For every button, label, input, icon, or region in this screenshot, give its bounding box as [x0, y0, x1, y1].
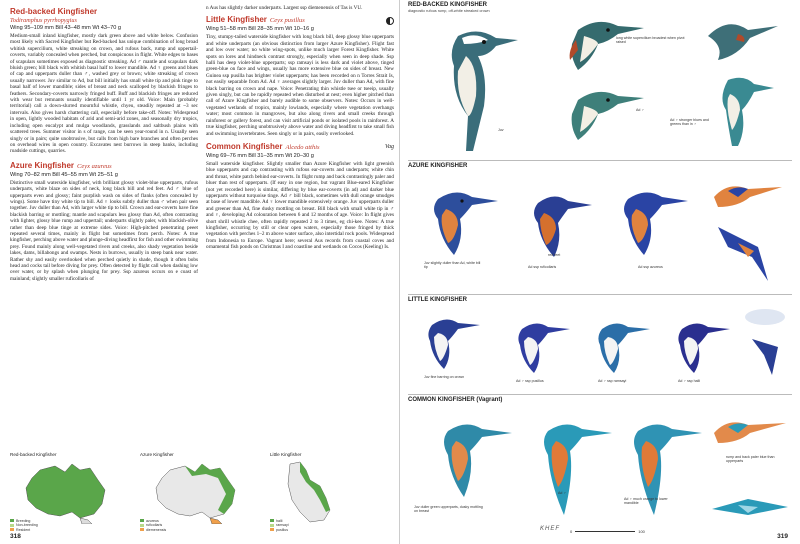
map-little: [270, 452, 390, 532]
map-title: Red-backed Kingfisher: [10, 452, 57, 457]
species-text-azure: Distinctive small waterside kingfisher, with brilliant glossy violet-blue upperparts, rufous underparts, white blaze on sides of neck, long black bill and red feet. Ad ♂ blue of upperparts even and glossy; faint purplish wash on sides of flanks (often concealed by wings). Some have tiny white tip to bill. Ad ♀ looks subtly duller than ♂ when pair seen together. Juv duller than Ad, with larger white tip to bill. Crown and ear-coverts have fine blackish barring or mottling; mantle and scapulars less glossy than Ad, often contrasting with lighter, glossy blue rump and uppertail; underparts slightly paler, with blackish-olive rather than deep blue tinge at extreme sides. Voice: High-pitched penetrating peeet repeated several times, mainly in flight but sometimes from perch. Notes: A true kingfisher, perching above water and plunge-diving headfirst for fish and other swimming prey. Found mainly along well-vegetated rivers and creeks, also shady vegetation beside lakes, dams, billabongs and swamps. Nests in burrows, usually in steep bank near water. Rather shy and easily overlooked when perched quietly in shade, though it often bobs head and cocks tail before diving for prey. Often detected by flight call when dashing low over water, or by splash when plunging for prey. Ssp azureus occurs on e coast of mainland; slightly smaller ruficollaris of: [10, 179, 198, 282]
text-column-left: [10, 4, 198, 449]
common-dive-bird-icon: [708, 479, 792, 539]
measurements-azure: Wing 70–82 mm Bill 45–55 mm Wt 25–51 g: [10, 171, 118, 178]
species-sci-little: Ceyx pusillus: [269, 17, 305, 25]
species-text-common: Small waterside kingfisher. Slightly smaller than Azure Kingfisher with light greenish blue upperparts and cap contrasting with rufous ear-coverts and underparts; white chin and throat, white patch behind ear-coverts. In flight rump and back contrastingly paler and bluer than rest of upperparts. (If easy in one region, but vagrant Blue-eared Kingfisher (not yet recorded here) is similar, differing by blue ear-coverts (in ad) and darker blue upperparts without turquoise tinge. Ad ♂ bill black, sometimes with dull orange smudges at base of lower mandible. Ad ♀ lower mandible extensively orange. Juv upperparts duller and greener than Ad, fine dusky mottling on breast. Bill black with small white tip in ♂ and ♀, developing Ad colouration between 6 and 12 months of age. Voice: In flight gives short shrill whistle chee, often rapidly repeated 2 to 3 times, eg chi-kee. Notes: A true kingfisher, occurring by still or clear open waters, especially those fringed by thick vegetation with perches 1–2 m above water surface, also intertidal rock pools. Widespread from Indonesia to Europe. Vagrant here; several Aus records from coastal coves and ornamental fish ponds on Christmas I and coastline and wetlands on Cocos (Keeling) Is.: [206, 160, 394, 251]
plate-subtitle: diagnostic rufous rump, off-white streaked crown: [408, 9, 490, 13]
scale-bar: [570, 529, 645, 534]
azure-azureus-bird-icon: [608, 179, 698, 259]
common-juv-bird-icon: [428, 411, 518, 501]
plate-title: COMMON KINGFISHER (Vagrant): [408, 397, 503, 403]
plate-title: RED-BACKED KINGFISHER: [408, 2, 488, 8]
plate-red-backed: [408, 0, 792, 156]
page-number-left: 318: [10, 533, 21, 540]
red-backed-perched-bird-icon: [698, 70, 788, 150]
azure-juv-bird-icon: [418, 179, 508, 259]
red-backed-juv-bird-icon: [418, 16, 528, 156]
caption-juv: Juv slightly duller than Ad, white bill tip: [424, 261, 481, 270]
measurements-red-backed: Wing 95–109 mm Bill 43–48 mm Wt 43–70 g: [10, 25, 121, 31]
map-legend: azureus ruficollaris diemenensis: [140, 519, 166, 532]
status-icon: [386, 17, 394, 25]
caption-rump: rump and back paler blue than upperparts: [726, 455, 775, 464]
plate-title: LITTLE KINGFISHER: [408, 297, 467, 303]
little-pusillus-bird-icon: [508, 313, 578, 377]
text-column-right: [206, 4, 394, 449]
species-title-azure-wrap: [10, 161, 198, 172]
scale-start: 0: [570, 529, 573, 534]
queensland-map-icon: [270, 460, 380, 524]
map-legend: Breeding Non-breeding Resident: [10, 519, 38, 532]
caption-pusillus: Ad ♂ ssp pusillus: [516, 379, 544, 383]
species-title-common-wrap: [206, 142, 320, 153]
plate-title: AZURE KINGFISHER: [408, 163, 468, 169]
map-title: Little Kingfisher: [270, 452, 302, 457]
little-flight-bird-icon: [738, 303, 792, 379]
australia-map-icon: [10, 460, 120, 524]
azure-flight-bird-icon: [708, 167, 788, 217]
little-juv-bird-icon: [418, 309, 488, 373]
common-male-bird-icon: [528, 411, 618, 521]
common-flight-bird-icon: [708, 403, 792, 453]
caption-juv: Juv: [498, 128, 504, 132]
little-halli-bird-icon: [668, 313, 738, 377]
caption-ruficollaris: Ad ssp ruficollaris: [528, 265, 557, 269]
caption-ad-female: Ad ♀ much orange to lower mandible: [624, 497, 668, 506]
little-title-row: [206, 15, 394, 26]
status-badge-vagrant: Vag: [385, 144, 394, 151]
plate-little: [408, 294, 792, 390]
species-title-azure: Azure Kingfisher: [10, 160, 75, 170]
map-legend: halli ramsayi pusillus: [270, 519, 289, 532]
artist-initials: KHEF: [540, 526, 561, 532]
caption-ramsayi: Ad ♂ ssp ramsayi: [598, 379, 627, 383]
measurements-little: Wing 51–58 mm Bill 28–35 mm Wt 10–16 g: [206, 26, 314, 33]
common-title-row: [206, 142, 394, 153]
caption-juv: Juv duller green upperparts, dusky mottling on breast: [414, 505, 483, 514]
caption-red-feet: red feet: [548, 253, 561, 257]
red-backed-flight-bird-icon: [698, 6, 788, 66]
species-title-little-wrap: [206, 15, 305, 26]
red-backed-female-bird-icon: [558, 80, 668, 150]
right-page-plates: [400, 0, 800, 544]
distribution-maps: [10, 452, 395, 532]
map-title: Azure Kingfisher: [140, 452, 174, 457]
plate-common: [408, 394, 792, 544]
caption-supercilium: long white supercilium broadest when pivot raised: [616, 36, 685, 45]
measurements-common: Wing 69–76 mm Bill 31–35 mm Wt 20–30 g: [206, 152, 314, 159]
page-number-right: 319: [777, 533, 788, 540]
caption-halli: Ad ♂ ssp halli: [678, 379, 701, 383]
species-title-little: Little Kingfisher: [206, 15, 267, 25]
species-sci-azure: Ceyx azureus: [77, 162, 112, 170]
red-backed-male-bird-icon: [558, 10, 668, 80]
australia-map-icon: [140, 460, 250, 524]
plate-azure: [408, 160, 792, 290]
species-sci-red-backed: Todiramphus pyrrhopygius: [10, 17, 77, 24]
species-text-little: Tiny, stumpy-tailed waterside kingfisher with long black bill, deep glossy blue upperparts and white underparts (an obvious distinction from larger Azure Kingfisher). Flight fast and low over water; no white wing-spots, unlike much larger Forest Kingfisher. White spots on lores and hindneck contrast strongly, especially when seen in deep shade. Ssp halli has deep violet-blue upperparts; ssp ramsayi is less dark and violet above, tinged green-blue on face and wings, usually has more extensive blue on sides of breast. New Guinea ssp pusilla has brighter violet upperparts; has been recorded on n Torres Strait Is, not easily separable from Ad. Ad ♀ averages slightly larger. Juv duller than Ad, with fine black barring on crown and nape. Voice: Penetrating thin whistle tsee or tseeip, usually given singly, but can be rapidly repeated when disturbed at nest; even higher pitched than call of Azure Kingfisher and barely audible to some observers. Notes: Occurs in well-vegetated wetlands of tropics, mainly lowlands, especially where vegetation overhangs water; most common in mangroves, but also along rivers and small creeks through rainforest or gallery forest, and can visit artificial ponds or isolated pools in rainforest. A true kingfisher, perching unobtrusively above water and diving headfirst to take small fish and swimming invertebrates. Seen singly or in pairs, easily overlooked.: [206, 34, 394, 137]
species-title-common: Common Kingfisher: [206, 141, 283, 151]
scale-end: 100: [638, 529, 645, 534]
map-red-backed: [10, 452, 130, 532]
azure-ruficollaris-bird-icon: [518, 183, 598, 263]
caption-juv: Juv fine barring on crown: [424, 375, 465, 379]
caption-ad-female: Ad ♀ stronger blues and greens than in ♂: [670, 118, 709, 127]
species-title-red-backed: Red-backed Kingfisher: [10, 7, 98, 16]
species-sci-common: Alcedo atthis: [285, 143, 320, 151]
caption-ad-male: Ad ♂: [636, 108, 645, 112]
species-text-azure-cont: n Aus has slightly darker underparts. Largest ssp diemenensis of Tas is VU.: [206, 5, 363, 11]
little-ramsayi-bird-icon: [588, 313, 658, 377]
caption-ad-male: Ad ♂: [558, 491, 567, 495]
species-text-red-backed: Medium-small inland kingfisher, mostly dark green above and white below. Confusion most likely with Sacred Kingfisher but Red-backed has unique combination of long broad whitish supercilium, white streaking on crown, and rufous back, rump and uppertail-coverts, variably concealed when perched, but conspicuous in flight. White edges to bases of scapulars sometimes exposed as diagnostic streaking. Ad ♂ mantle and scapulars dark bluish green; bill black with whitish basal half to lower mandible. Ad ♀ greens and blues of cap and upperparts duller than ♂, washed grey or brown; white streaking of crown usually narrower. Juv similar to Ad, but bill initially has small white tip and pink tinge to basal half of lower mandible; sides of breast and neck scalloped by blackish fringes to feathers. Secondary-coverts narrowly fringed buff. Buff and blackish fringes are reduced with wear but remnants usually identifiable until 1 yr old. Voice: Main (probably territorial) call a down-slurred mournful whistle, chyeu, steadily repeated at ~3 sec intervals. Also gives harsh chattering call, especially before take-off. Notes: Widespread in open, lightly wooded habitats of arid and semi-arid zones, and seasonally dry tropics, including open eucalypt and mulga woodlands, grasslands and saltbush plains with scattered trees. Summer visitor in s of range, can be seen year-round in n. Usually seen singly or in pairs; quite unobtrusive, but calls from high bare branches and often perches on overhead wires in open country. Excavates nest burrows in steep banks, including roadside cuttings, quarries.: [10, 33, 198, 155]
azure-dive-bird-icon: [708, 217, 788, 287]
caption-azureus: Ad ssp azureus: [638, 265, 663, 269]
map-azure: [140, 452, 260, 532]
